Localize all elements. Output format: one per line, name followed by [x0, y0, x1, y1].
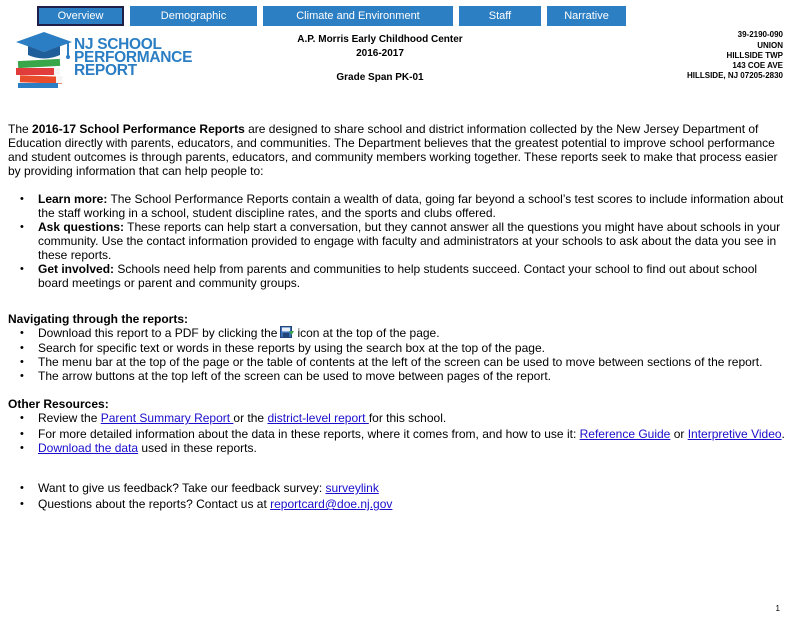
tab-narrative[interactable]: Narrative	[547, 6, 626, 26]
list-item: • The arrow buttons at the top left of the screen can be used to move between pages of the report.	[8, 369, 786, 383]
list-item: • Search for specific text or words in these reports by using the search box at the top of the page.	[8, 341, 786, 355]
resources-heading: Other Resources:	[8, 397, 109, 411]
list-item	[8, 497, 786, 511]
navigating-list	[8, 326, 786, 383]
list-item: • The menu bar at the top of the page or the table of contents at the left of the screen can be used to move between sections of the report.	[8, 355, 786, 369]
resources-list	[8, 411, 786, 455]
overview-content	[8, 122, 786, 511]
county: UNION	[757, 41, 783, 50]
intro-pre: The	[8, 122, 33, 136]
list-item	[8, 326, 786, 341]
grade-span: Grade Span PK-01	[336, 72, 424, 83]
download-data-link[interactable]: Download the data	[38, 441, 139, 455]
nav-item-text: Download this report to a PDF by clicking the	[38, 326, 278, 340]
tab-overview[interactable]: Overview	[37, 6, 124, 26]
bullet-bold: Get involved:	[38, 262, 115, 276]
city-state-zip: HILLSIDE, NJ 07205-2830	[686, 71, 783, 80]
nav-item-text: icon at the top of the page.	[297, 326, 440, 340]
feedback-text: Want to give us feedback? Take our feedback survey:	[38, 481, 326, 495]
list-item	[8, 427, 786, 441]
bullet-bold: Learn more:	[38, 192, 108, 206]
intro-paragraph	[8, 122, 786, 178]
intro-post: are designed to share school and district information collected by the New Jersey Department of Education directly with parents, educators, and communities. The Department believes that the greatest potential to improve school performance and student outcomes is through parents, educators, and community members working together. These reports seek to make that process easier by providing information that can help people to:	[8, 122, 778, 178]
nj-school-performance-logo	[14, 30, 193, 90]
res-text: or	[670, 427, 688, 441]
list-item	[8, 220, 786, 262]
tab-demographic[interactable]: Demographic	[130, 6, 257, 26]
logo-line-3: REPORT	[74, 62, 137, 79]
bullet-text: The School Performance Reports contain a wealth of data, going far beyond a school’s test scores to include information about the staff working in a school, student discipline rates, and the sports and clubs offered.	[38, 192, 784, 220]
purpose-list	[8, 192, 786, 290]
intro-bold: 2016-17 School Performance Reports	[32, 122, 245, 136]
logo-text	[74, 38, 192, 77]
list-item	[8, 441, 786, 455]
res-text: or the	[233, 411, 268, 425]
district: HILLSIDE TWP	[726, 51, 783, 60]
bullet-text: These reports can help start a conversation, but they cannot answer all the questions you might have about schools in your community. Use the contact information provided to engage with faculty and administrators at your schools to ask about the data you see in these reports.	[38, 220, 781, 262]
street-address: 143 COE AVE	[732, 61, 783, 70]
logo-line-2: PERFORMANCE	[74, 49, 193, 66]
parent-summary-report-link[interactable]: Parent Summary Report	[100, 411, 234, 425]
tab-climate-environment[interactable]: Climate and Environment	[263, 6, 453, 26]
list-item	[8, 481, 786, 495]
navigating-heading: Navigating through the reports:	[8, 312, 188, 326]
res-text: used in these reports.	[138, 441, 257, 455]
school-code: 39-2190-090	[737, 30, 783, 39]
logo-line-1: NJ SCHOOL	[74, 36, 162, 53]
district-level-report-link[interactable]: district-level report	[267, 411, 369, 425]
res-text: For more detailed information about the data in these reports, where it comes from, and how to use it:	[38, 427, 580, 441]
contact-email-link[interactable]: reportcard@doe.nj.gov	[270, 497, 393, 511]
list-item	[8, 262, 786, 290]
feedback-text: Questions about the reports? Contact us at	[38, 497, 271, 511]
tab-staff[interactable]: Staff	[459, 6, 541, 26]
bullet-text: Schools need help from parents and communities to help students succeed. Contact your school to find out about school board meetings or parent and community groups.	[38, 262, 758, 290]
feedback-list	[8, 481, 786, 511]
books-graduation-cap-icon	[14, 30, 74, 90]
interpretive-video-link[interactable]: Interpretive Video	[687, 427, 782, 441]
bullet-bold: Ask questions:	[38, 220, 125, 234]
list-item	[8, 411, 786, 425]
res-text: Review the	[38, 411, 101, 425]
list-item	[8, 192, 786, 220]
page-number: 1	[775, 604, 780, 613]
survey-link[interactable]: surveylink	[325, 481, 379, 495]
res-text: .	[781, 427, 785, 441]
school-year: 2016-2017	[356, 48, 404, 59]
school-name: A.P. Morris Early Childhood Center	[297, 34, 463, 45]
res-text: for this school.	[368, 411, 447, 425]
pdf-download-icon[interactable]	[280, 326, 294, 338]
reference-guide-link[interactable]: Reference Guide	[579, 427, 671, 441]
